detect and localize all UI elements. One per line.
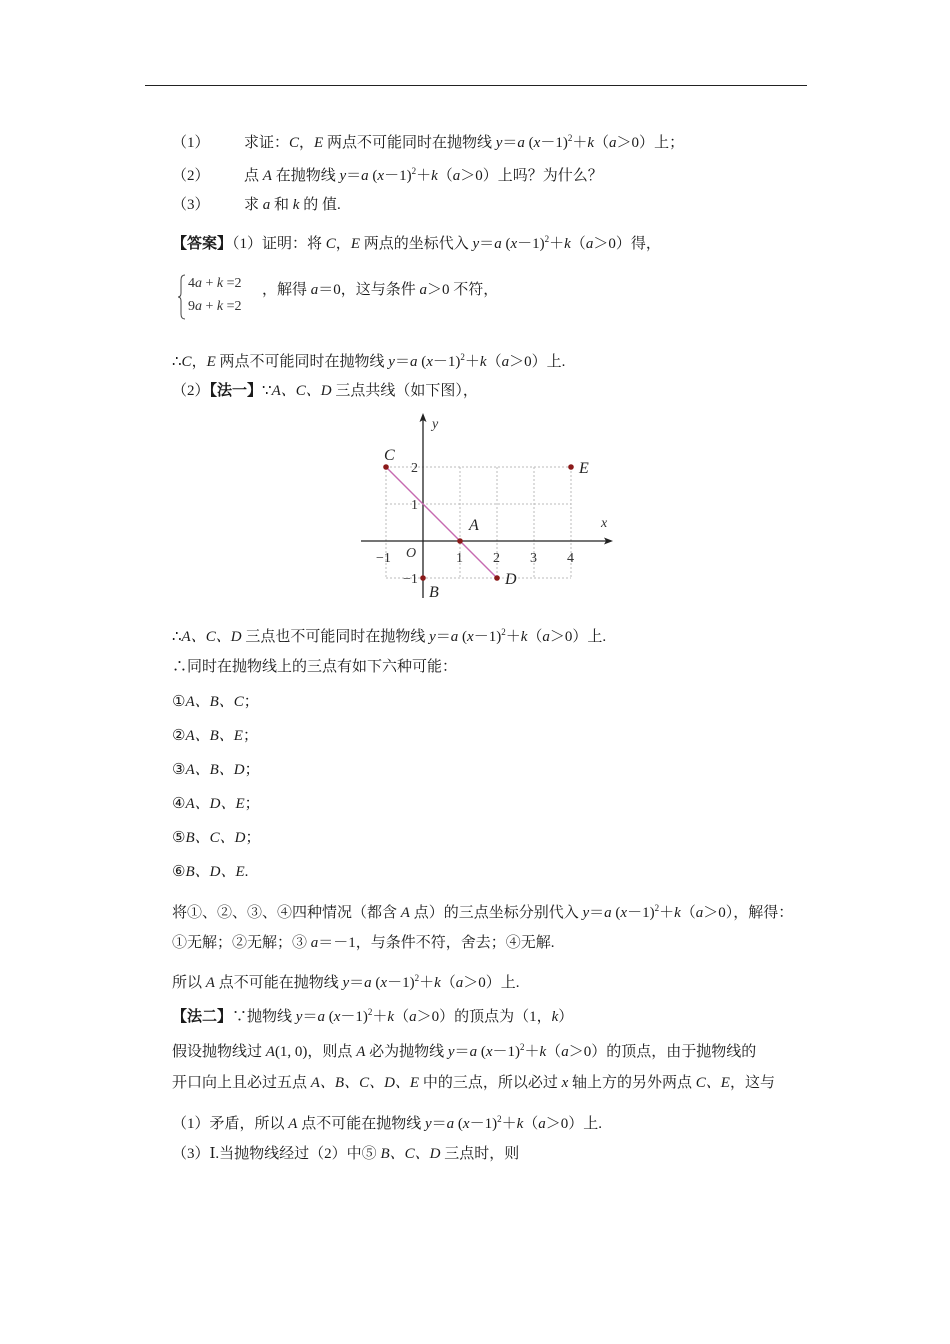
header-rule (145, 85, 807, 86)
x-axis-label: x (601, 516, 608, 531)
method-2-label: 【法二】 (172, 1009, 233, 1025)
point-e (568, 464, 574, 470)
method-1-line: （2）【法一】∵A、C、D 三点共线（如下图）， (172, 383, 478, 399)
tick-labels (376, 417, 608, 587)
contradiction-line: （1）矛盾，所以 A 点不可能在抛物线 y＝a $(x-1)^2+k(a>0)$上. (172, 1114, 603, 1132)
question-2: （2） 点 A 在抛物线 y＝a $(x-1)^2+k(a>0)$上吗？为什么？ (172, 166, 603, 184)
answer-line-1: 【答案】（1）证明：将 C，E 两点的坐标代入 y＝a $(x-1)^2+k(a>0)$得， (172, 234, 661, 252)
x-tick-label: 4 (567, 551, 574, 566)
point-label-e: E (579, 460, 589, 477)
x-tick-label: 3 (530, 551, 537, 566)
point-label-a: A (469, 517, 479, 534)
question-number: （3） (172, 197, 210, 213)
question-3: （3） 求 a 和 k 的 值. (172, 197, 341, 213)
x-tick-label: 2 (493, 551, 500, 566)
point-label-c: C (384, 447, 395, 464)
point-label-d: D (505, 571, 517, 588)
point-d (494, 575, 500, 581)
question-number: （1） (172, 135, 210, 151)
results-line: ①无解；②无解；③ a＝－1，与条件不符，舍去；④无解. (172, 935, 555, 951)
y-tick-label: −1 (403, 572, 418, 587)
part-3-line: （3）Ⅰ.当抛物线经过（2）中⑤ B、C、D 三点时，则 (172, 1146, 520, 1162)
open-up-line: 开口向上且必过五点 A、B、C、D、E 中的三点，所以必过 x 轴上方的另外两点 C、E，这与 (172, 1075, 775, 1091)
conclusion-1: 所以 A 点不可能在抛物线 y＝a $(x-1)^2+k(a>0)$上. (172, 973, 520, 991)
segment-cd (386, 467, 497, 578)
method-2-line: 【法二】∵抛物线 y＝a $(x-1)^2+k(a>0)$的顶点为（1，k） (172, 1007, 574, 1025)
answer-line-3: ∴A、C、D 三点也不可能同时在抛物线 y＝a $(x-1)^2+k(a>0)$上. (172, 627, 607, 645)
six-cases-intro: ∴同时在抛物线上的三点有如下六种可能： (172, 659, 458, 675)
case-3: ③A、B、D； (172, 762, 260, 778)
answer-line-2: ∴C，E 两点不可能同时在抛物线 y＝a $(x-1)^2+k(a>0)$上. (172, 352, 566, 370)
point-a (457, 538, 463, 544)
question-1: （1） 求证：C，E 两点不可能同时在抛物线 y＝a $(x-1)^2+k(a>0)$上； (172, 133, 685, 151)
system-solution: ，解得 a＝0，这与条件 a＞0 不符， (262, 282, 499, 298)
method-1-label: 【法一】 (209, 383, 263, 399)
case-2: ②A、B、E； (172, 728, 258, 744)
segment-line (386, 467, 497, 578)
answer-label: 【答案】 (172, 236, 233, 252)
x-tick-label: 1 (456, 551, 463, 566)
point-c (383, 464, 389, 470)
substitution-line: 将①、②、③、④四种情况（都含 A 点）的三点坐标分别代入 y＝a $(x-1)^2+k(a>0)$，解得： (172, 903, 794, 921)
coordinate-figure (356, 412, 618, 598)
assume-line: 假设抛物线过 A(1, 0)，则点 A 必为抛物线 y＝a $(x-1)^2+k(a>0)$的顶点，由于抛物线的 (172, 1042, 757, 1060)
case-6: ⑥B、D、E. (172, 864, 249, 880)
question-number: （2） (172, 168, 210, 184)
axes (361, 413, 613, 598)
brace-icon (178, 274, 186, 320)
point-label-b: B (429, 584, 439, 598)
y-tick-label: 2 (411, 461, 418, 476)
x-tick-label: −1 (376, 551, 391, 566)
origin-label: O (406, 546, 417, 561)
point-b (420, 575, 426, 581)
case-5: ⑤B、C、D； (172, 830, 261, 846)
case-1: ①A、B、C； (172, 694, 259, 710)
equation-2: 9a + k =2 (188, 299, 242, 314)
equation-1: 4a + k =2 (188, 276, 242, 291)
y-tick-label: 1 (411, 498, 418, 513)
y-axis-label: y (432, 417, 439, 432)
case-4: ④A、D、E； (172, 796, 260, 812)
